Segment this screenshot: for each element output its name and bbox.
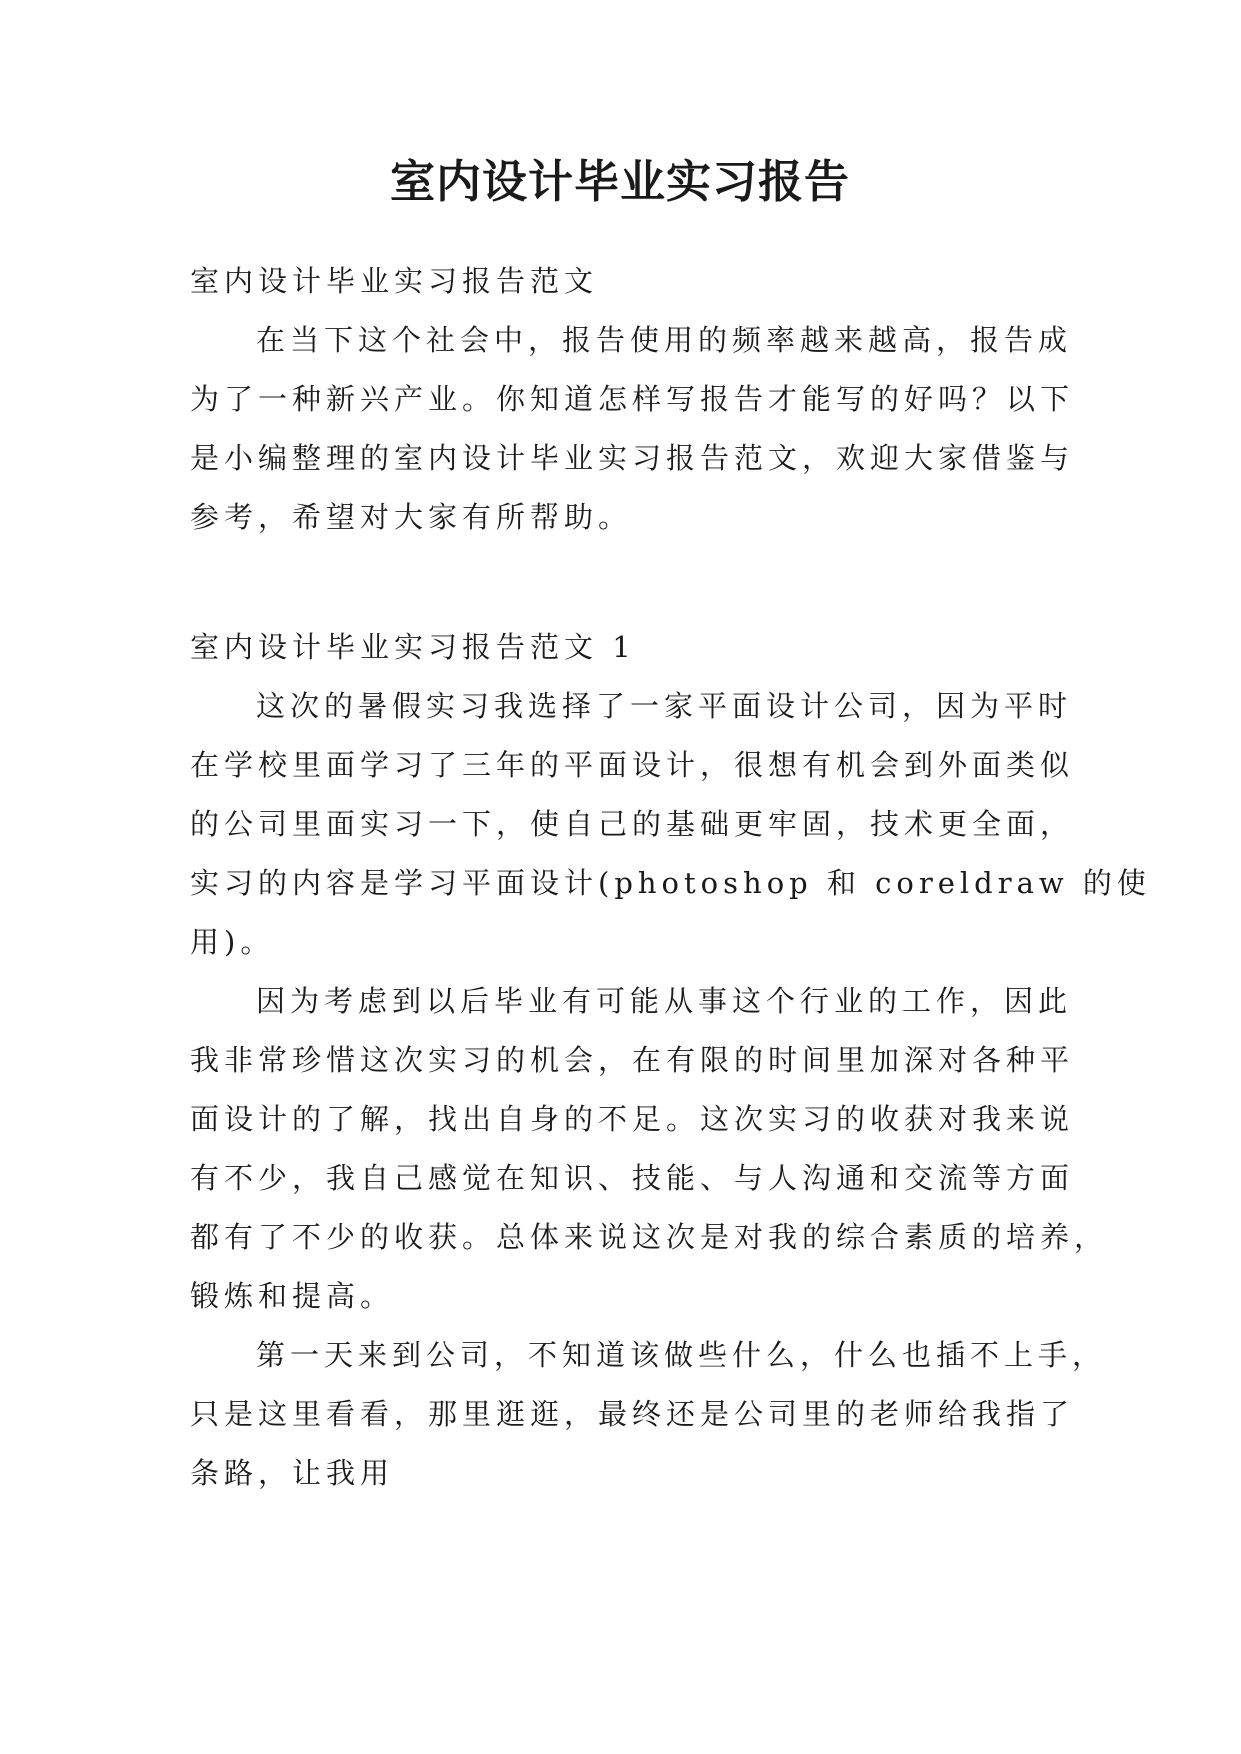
paragraph-line: 我非常珍惜这次实习的机会，在有限的时间里加深对各种平 — [190, 1043, 1075, 1077]
document-title: 室内设计毕业实习报告 — [389, 155, 850, 208]
paragraph-line: 在学校里面学习了三年的平面设计，很想有机会到外面类似 — [190, 748, 1075, 782]
intro-paragraph — [190, 311, 1075, 547]
paragraph-line: 为了一种新兴产业。你知道怎样写报告才能写的好吗？以下 — [190, 382, 1075, 416]
paragraph-line: 是小编整理的室内设计毕业实习报告范文，欢迎大家借鉴与 — [190, 441, 1075, 475]
paragraph-line: 在当下这个社会中，报告使用的频率越来越高，报告成 — [256, 323, 1073, 357]
paragraph-line: 参考，希望对大家有所帮助。 — [190, 500, 633, 534]
paragraph-line: 只是这里看看，那里逛逛，最终还是公司里的老师给我指了 — [190, 1397, 1075, 1431]
paragraph-line: 面设计的了解，找出自身的不足。这次实习的收获对我来说 — [190, 1102, 1075, 1136]
paragraph-line: 有不少，我自己感觉在知识、技能、与人沟通和交流等方面 — [190, 1161, 1075, 1195]
section-1-paragraph-3 — [190, 1326, 1107, 1503]
section-1-heading: 室内设计毕业实习报告范文 1 — [190, 630, 636, 664]
paragraph-line: 条路，让我用 — [190, 1456, 395, 1490]
paragraph-line: 锻炼和提高。 — [190, 1279, 395, 1313]
paragraph-line: 实习的内容是学习平面设计(photoshop 和 coreldraw 的使 — [190, 866, 1151, 900]
intro-heading: 室内设计毕业实习报告范文 — [190, 264, 599, 298]
paragraph-line: 的公司里面实习一下，使自己的基础更牢固，技术更全面， — [190, 807, 1075, 841]
section-1-paragraph-2 — [190, 972, 1109, 1326]
paragraph-line: 第一天来到公司，不知道该做些什么，什么也插不上手， — [256, 1338, 1107, 1372]
section-1 — [190, 618, 1151, 1503]
paragraph-line: 因为考虑到以后毕业有可能从事这个行业的工作，因此 — [256, 984, 1073, 1018]
paragraph-line: 这次的暑假实习我选择了一家平面设计公司，因为平时 — [256, 689, 1073, 723]
paragraph-line: 用)。 — [190, 925, 275, 959]
intro-section — [190, 252, 1075, 547]
paragraph-line: 都有了不少的收获。总体来说这次是对我的综合素质的培养， — [190, 1220, 1109, 1254]
section-1-paragraph-1 — [190, 677, 1151, 972]
